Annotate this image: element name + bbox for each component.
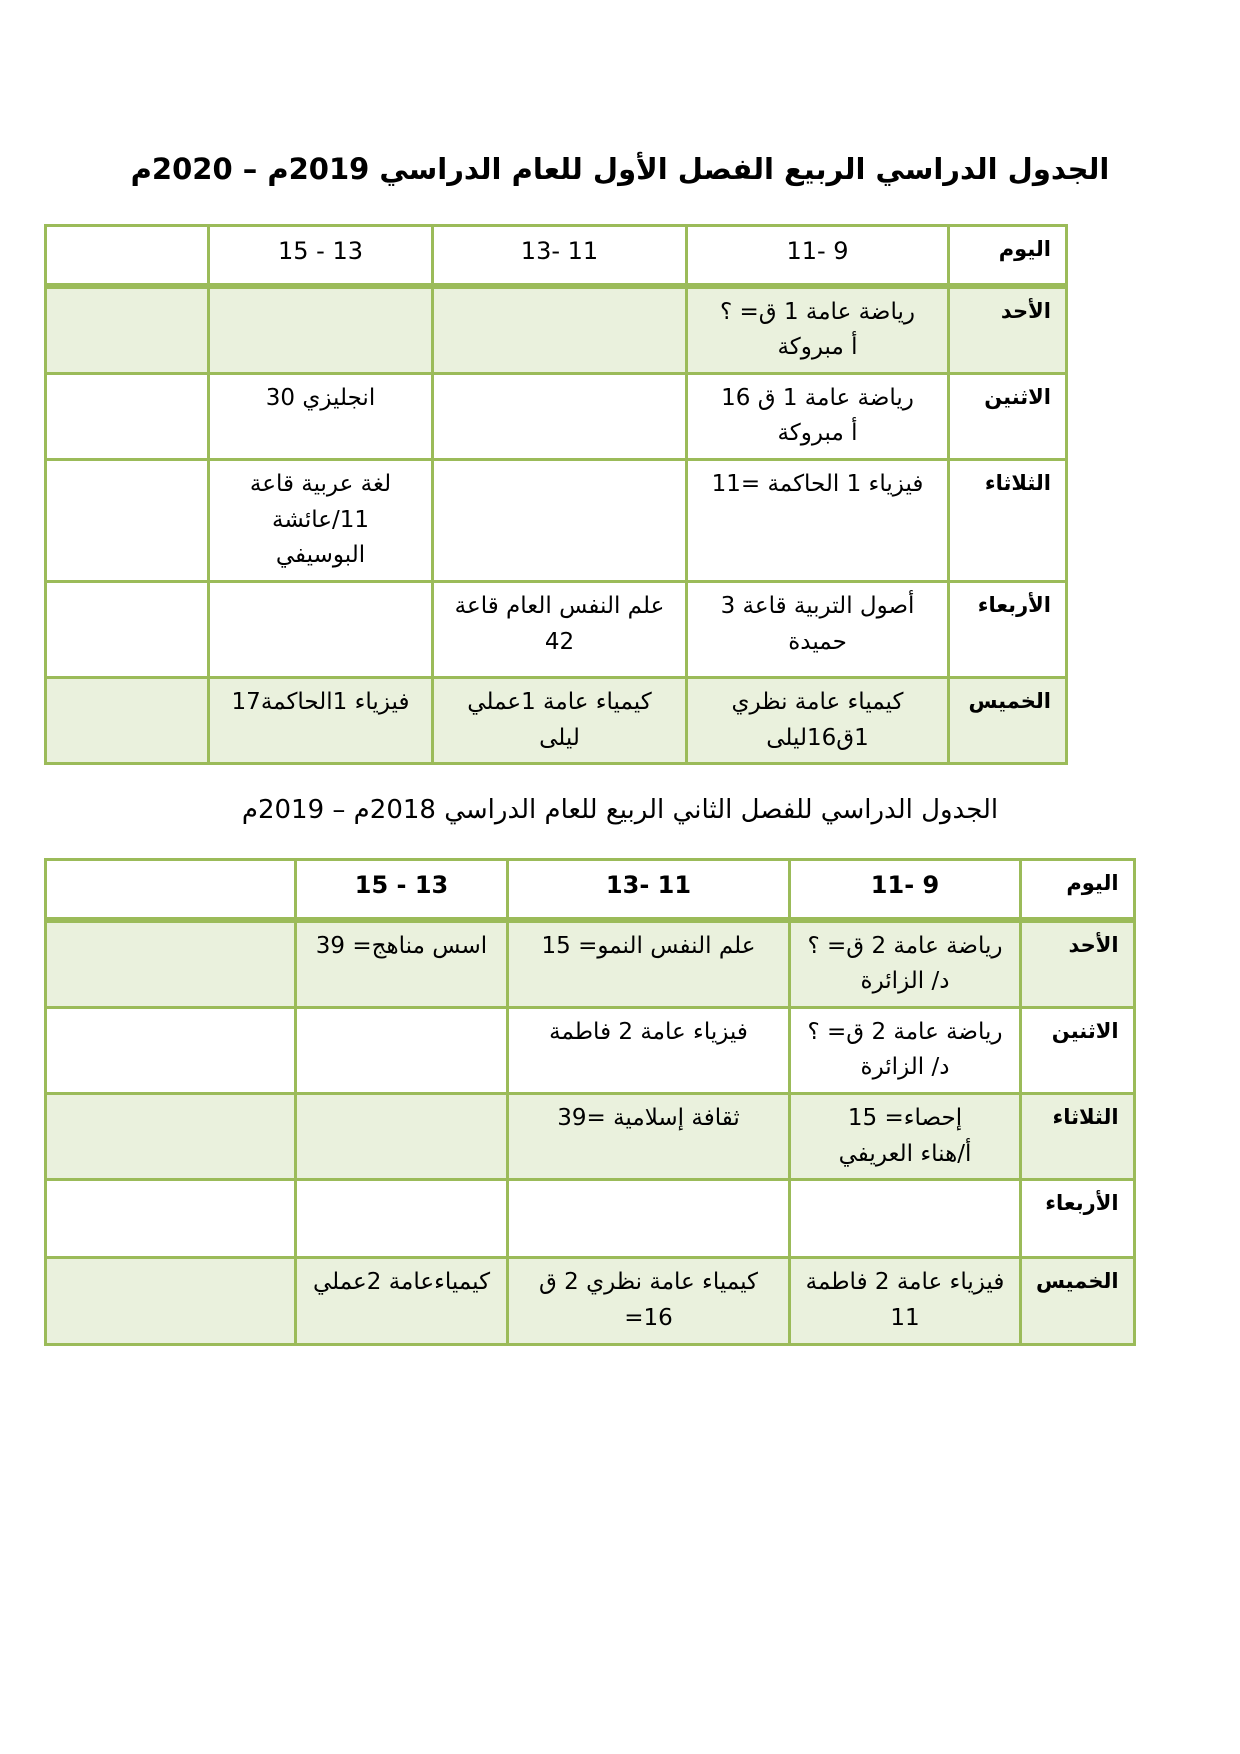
class-cell-slot3: فيزياء 1الحاكمة17	[209, 677, 433, 763]
class-line: رياضة عامة 2 ق= ؟	[807, 1018, 1003, 1045]
class-cell-slot3: اسس مناهج= 39	[296, 920, 508, 1008]
class-cell-slot3	[209, 460, 433, 582]
class-cell-slot3	[209, 286, 433, 374]
class-line: رياضة عامة 2 ق= ؟	[807, 932, 1003, 959]
class-cell-extra	[46, 677, 209, 763]
class-line: د/ الزائرة	[860, 1054, 950, 1081]
class-cell-slot2	[433, 677, 687, 763]
header-cell-slot2: 11 -13	[433, 226, 687, 286]
class-line: أ مبروكة	[777, 334, 858, 361]
class-cell-slot1	[687, 581, 949, 677]
table2-title: الجدول الدراسي للفصل الثاني الربيع للعام الدراسي 2018م – 2019م	[241, 795, 999, 825]
class-line: 11	[890, 1304, 920, 1331]
class-line: ليلى	[539, 724, 580, 751]
table1-title: الجدول الدراسي الربيع الفصل الأول للعام الدراسي 2019م – 2020م	[130, 152, 1110, 186]
class-line: حميدة	[788, 628, 847, 655]
class-cell-slot3: كيمياءعامة 2عملي	[296, 1258, 508, 1344]
class-cell-extra	[46, 1094, 296, 1180]
class-line: إحصاء= 15	[847, 1105, 963, 1132]
header-cell-extra	[46, 226, 209, 286]
day-cell: الثلاثاء	[949, 460, 1067, 582]
table-row	[46, 1007, 1135, 1093]
class-cell-slot3	[209, 581, 433, 677]
table-row	[46, 1180, 1135, 1258]
class-line: د/ الزائرة	[860, 968, 950, 995]
day-cell: الخميس	[1021, 1258, 1135, 1344]
class-cell-slot1	[790, 1094, 1021, 1180]
class-cell-slot3: انجليزي 30	[209, 373, 433, 459]
table-row	[46, 286, 1067, 374]
class-line: أصول التربية قاعة 3	[720, 592, 915, 619]
class-cell-slot1	[790, 1258, 1021, 1344]
class-line: لغة عربية قاعة	[249, 471, 392, 498]
table-row	[46, 581, 1067, 677]
class-cell-slot2: علم النفس العام قاعة 42	[433, 581, 687, 677]
header-cell-slot2: 11 -13	[508, 860, 790, 920]
class-line: 11/عائشة البوسيفي	[271, 506, 369, 569]
class-cell-extra	[46, 581, 209, 677]
class-cell-slot3	[296, 1180, 508, 1258]
class-cell-extra	[46, 460, 209, 582]
class-line: 16=	[624, 1304, 673, 1331]
class-line: كيمياء عامة نظري 2 ق	[538, 1269, 759, 1296]
day-cell: الأحد	[949, 286, 1067, 374]
class-cell-slot1	[790, 1007, 1021, 1093]
header-row	[46, 226, 1067, 286]
class-cell-slot2: علم النفس النمو= 15	[508, 920, 790, 1008]
class-line: رياضة عامة 1 ق 16	[721, 384, 914, 411]
class-line: فيزياء 1 الحاكمة =11	[711, 471, 924, 498]
class-cell-slot2	[433, 286, 687, 374]
class-cell-slot3	[296, 1094, 508, 1180]
class-line: 1ق16ليلى	[766, 724, 869, 751]
class-line: أ/هناء العريفي	[838, 1140, 972, 1167]
class-line: رياضة عامة 1 ق= ؟	[720, 298, 915, 325]
day-cell: الأربعاء	[949, 581, 1067, 677]
class-cell-slot2	[433, 460, 687, 582]
day-cell: الاثنين	[1021, 1007, 1135, 1093]
class-cell-slot1	[790, 1180, 1021, 1258]
table-row	[46, 373, 1067, 459]
class-cell-slot1	[687, 460, 949, 582]
header-cell-day: اليوم	[949, 226, 1067, 286]
class-line: فيزياء عامة 2 فاطمة	[805, 1269, 1005, 1296]
class-cell-slot3	[296, 1007, 508, 1093]
class-cell-extra	[46, 920, 296, 1008]
day-cell: الأحد	[1021, 920, 1135, 1008]
table-row	[46, 1258, 1135, 1344]
header-cell-day: اليوم	[1021, 860, 1135, 920]
table-row	[46, 1094, 1135, 1180]
class-cell-slot2	[433, 373, 687, 459]
schedule-table-spring	[44, 858, 1136, 1346]
header-cell-extra	[46, 860, 296, 920]
header-cell-slot3: 13 - 15	[296, 860, 508, 920]
table-row	[46, 677, 1067, 763]
class-cell-slot1	[790, 920, 1021, 1008]
day-cell: الثلاثاء	[1021, 1094, 1135, 1180]
class-cell-slot2: فيزياء عامة 2 فاطمة	[508, 1007, 790, 1093]
class-cell-slot2: ثقافة إسلامية =39	[508, 1094, 790, 1180]
table-row	[46, 460, 1067, 582]
class-line: كيمياء عامة 1عملي	[467, 688, 652, 715]
class-cell-slot2	[508, 1258, 790, 1344]
table-row	[46, 920, 1135, 1008]
header-row	[46, 860, 1135, 920]
class-cell-extra	[46, 373, 209, 459]
class-cell-extra	[46, 1180, 296, 1258]
class-cell-slot1	[687, 373, 949, 459]
class-cell-slot1	[687, 286, 949, 374]
class-line: كيمياء عامة نظري	[731, 688, 904, 715]
day-cell: الاثنين	[949, 373, 1067, 459]
class-line: أ مبروكة	[777, 420, 858, 447]
header-cell-slot1: 9 -11	[687, 226, 949, 286]
header-cell-slot1: 9 -11	[790, 860, 1021, 920]
class-cell-extra	[46, 1258, 296, 1344]
schedule-table-fall	[44, 224, 1068, 765]
class-cell-extra	[46, 286, 209, 374]
class-cell-slot1	[687, 677, 949, 763]
header-cell-slot3: 13 - 15	[209, 226, 433, 286]
day-cell: الخميس	[949, 677, 1067, 763]
class-cell-slot2	[508, 1180, 790, 1258]
day-cell: الأربعاء	[1021, 1180, 1135, 1258]
class-cell-extra	[46, 1007, 296, 1093]
